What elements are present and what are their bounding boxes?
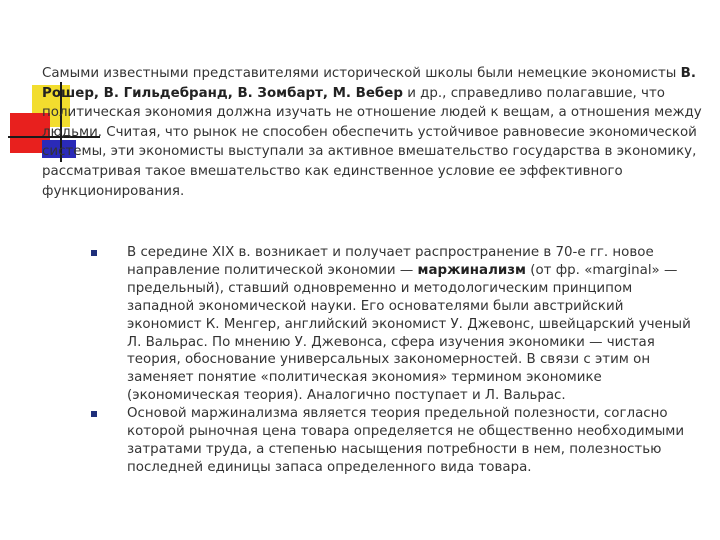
bullet-list [127,244,692,477]
bullet-1-text-end: (от фр. «marginal» — предельный), ставший одновременно и методологическим принципом западной экономической науки. Его основателями были австрийский экономист К. Менгер, английский экономист У. Джевонс, швейцарский ученый Л. Вальрас. По мнению У. Джевонса, сфера изучения экономики — чистая теория, обоснование универсальных закономерностей. В связи с этим он заменяет понятие «политическая экономия» термином экономике (экономическая теория). Аналогично поступает и Л. Вальрас. [127,262,691,404]
bullet-item-marginalism [127,244,692,405]
intro-text-end: и др., справедливо полагавшие, что политическая экономия должна изучать не отношение людей к вещам, а отношения между людьми. Считая, что рынок не способен обеспечить устойчивое равновесие экономической системы, эти экономисты выступали за активное вмешательство государства в экономику, рассматривая такое вмешательство как единственное условие ее эффективного функционирования. [42,85,702,199]
bullet-1-term: маржинализм [417,262,526,278]
intro-text-start: Самыми известными представителями исторической школы были немецкие экономисты [42,66,681,81]
intro-paragraph [42,64,707,201]
bullet-item-utility-theory [127,405,692,477]
bullet-square-icon [91,250,97,256]
bullet-square-icon [91,411,97,417]
bullet-1-text-start: В середине XIX в. возникает и получает распространение в 70-е гг. новое направление политической экономии — [127,245,654,278]
intro-economist-names: В. Рошер, В. Гильдебранд, В. Зомбарт, М. Вебер [42,66,696,101]
bullet-2-text: Основой маржинализма является теория предельной полезности, согласно которой рыночная цена товара определяется не общественно необходимыми затратами труда, а степенью насыщения потребности в нем, полезностью последней единицы запаса определенного вида товара. [127,406,685,475]
